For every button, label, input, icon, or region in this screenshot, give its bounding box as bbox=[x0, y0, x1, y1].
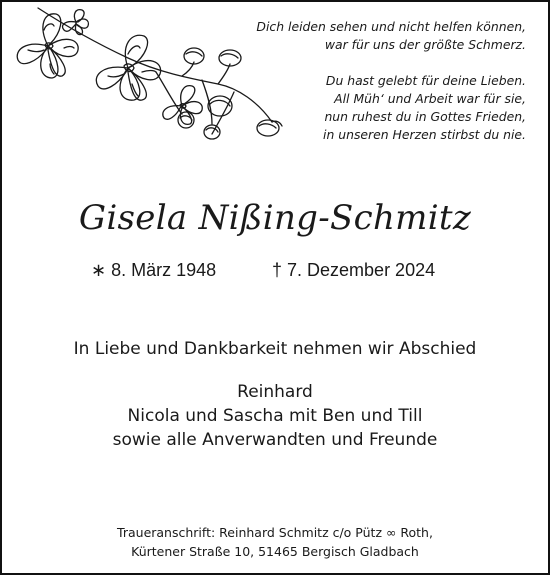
poem-line: in unseren Herzen stirbst du nie. bbox=[323, 127, 526, 142]
deceased-name: Gisela Nißing-Schmitz bbox=[78, 198, 472, 238]
mourner-line: Nicola und Sascha mit Ben und Till bbox=[127, 406, 423, 426]
poem-line: Du hast gelebt für deine Lieben. bbox=[325, 73, 526, 88]
farewell-line: In Liebe und Dankbarkeit nehmen wir Abschied bbox=[73, 339, 477, 359]
poem-line: All Müh‘ und Arbeit war für sie, bbox=[334, 91, 526, 106]
mourner-line: Reinhard bbox=[237, 382, 313, 402]
birth-date-text: 8. März 1948 bbox=[111, 260, 217, 280]
birth-star-icon: ∗ bbox=[91, 260, 107, 280]
poem bbox=[196, 18, 526, 162]
poem-stanza-1 bbox=[196, 18, 526, 54]
life-dates bbox=[2, 260, 548, 286]
mourners bbox=[2, 380, 548, 452]
death-date-text: 7. Dezember 2024 bbox=[287, 260, 436, 280]
mourner-line: sowie alle Anverwandten und Freunde bbox=[112, 430, 438, 450]
birth-date bbox=[91, 260, 216, 281]
address-line: Traueranschrift: Reinhard Schmitz c/o Pütz ∞ Roth, bbox=[117, 525, 433, 540]
death-cross-icon: † bbox=[272, 260, 283, 280]
death-date bbox=[272, 260, 435, 281]
poem-line: nun ruhest du in Gottes Frieden, bbox=[324, 109, 526, 124]
address-line: Kürtener Straße 10, 51465 Bergisch Gladbach bbox=[131, 544, 419, 559]
poem-stanza-2 bbox=[196, 72, 526, 144]
poem-line: war für uns der größte Schmerz. bbox=[324, 37, 526, 52]
mourning-address bbox=[2, 523, 548, 561]
poem-line: Dich leiden sehen und nicht helfen können, bbox=[256, 19, 526, 34]
